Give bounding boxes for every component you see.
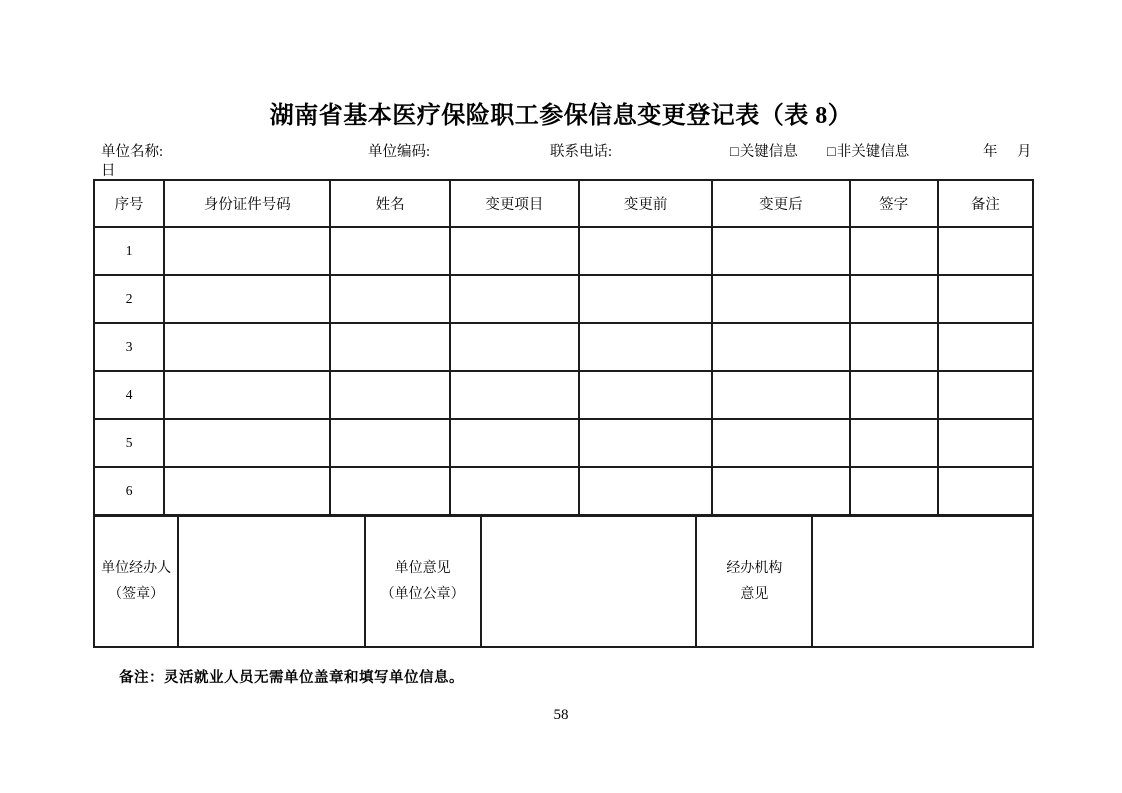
table-row	[94, 467, 1033, 515]
empty-cell	[579, 275, 712, 323]
header-change-item: 变更项目	[450, 180, 579, 227]
row-number-cell: 4	[94, 371, 164, 419]
unit-agent-label	[94, 516, 178, 647]
header-name: 姓名	[330, 180, 449, 227]
empty-cell	[164, 323, 330, 371]
empty-cell	[330, 227, 449, 275]
table-row	[94, 227, 1033, 275]
table-row	[94, 323, 1033, 371]
empty-cell	[938, 227, 1033, 275]
unit-agent-label-line2: （签章）	[108, 586, 165, 602]
empty-cell	[330, 323, 449, 371]
agency-opinion-area	[812, 516, 1033, 647]
empty-cell	[164, 419, 330, 467]
checkbox-unchecked-icon: □	[827, 144, 836, 160]
day-label: 日	[101, 163, 116, 179]
agency-opinion-label	[696, 516, 812, 647]
empty-cell	[579, 323, 712, 371]
empty-cell	[330, 467, 449, 515]
empty-cell	[712, 323, 849, 371]
empty-cell	[938, 323, 1033, 371]
empty-cell	[938, 371, 1033, 419]
non-key-info-label: 非关键信息	[836, 144, 910, 160]
key-info-label: 关键信息	[739, 144, 798, 160]
empty-cell	[850, 227, 938, 275]
unit-name-label: 单位名称:	[101, 144, 164, 160]
row-number-cell: 1	[94, 227, 164, 275]
empty-cell	[850, 323, 938, 371]
empty-cell	[164, 467, 330, 515]
empty-cell	[450, 227, 579, 275]
row-number-cell: 5	[94, 419, 164, 467]
empty-cell	[164, 371, 330, 419]
header-after-change: 变更后	[712, 180, 849, 227]
table-row	[94, 371, 1033, 419]
empty-cell	[164, 227, 330, 275]
empty-cell	[579, 227, 712, 275]
empty-cell	[330, 275, 449, 323]
month-label: 月	[1017, 144, 1032, 160]
header-before-change: 变更前	[579, 180, 712, 227]
unit-opinion-label-line1: 单位意见	[394, 561, 451, 577]
change-registration-table	[93, 179, 1034, 516]
empty-cell	[450, 275, 579, 323]
empty-cell	[850, 371, 938, 419]
phone-label: 联系电话:	[550, 144, 613, 160]
unit-agent-signature-area	[178, 516, 364, 647]
row-number-cell: 6	[94, 467, 164, 515]
header-signature: 签字	[850, 180, 938, 227]
unit-agent-label-line1: 单位经办人	[101, 561, 172, 577]
empty-cell	[850, 467, 938, 515]
empty-cell	[938, 419, 1033, 467]
row-number-cell: 2	[94, 275, 164, 323]
empty-cell	[450, 371, 579, 419]
page-title: 湖南省基本医疗保险职工参保信息变更登记表（表 8）	[269, 103, 853, 129]
empty-cell	[330, 419, 449, 467]
row-number-cell: 3	[94, 323, 164, 371]
empty-cell	[712, 419, 849, 467]
empty-cell	[330, 371, 449, 419]
empty-cell	[164, 275, 330, 323]
key-info-checkbox-option	[730, 140, 798, 161]
header-id-number: 身份证件号码	[164, 180, 330, 227]
signature-section	[93, 515, 1034, 648]
empty-cell	[450, 323, 579, 371]
year-label: 年	[983, 144, 998, 160]
non-key-info-checkbox-option	[827, 140, 909, 161]
unit-opinion-area	[481, 516, 696, 647]
empty-cell	[450, 419, 579, 467]
form-info-line	[0, 140, 1122, 160]
header-remarks: 备注	[938, 180, 1033, 227]
agency-opinion-label-line1: 经办机构	[726, 561, 783, 577]
empty-cell	[712, 467, 849, 515]
empty-cell	[850, 275, 938, 323]
unit-code-label: 单位编码:	[368, 144, 431, 160]
empty-cell	[712, 275, 849, 323]
empty-cell	[712, 227, 849, 275]
empty-cell	[450, 467, 579, 515]
table-row	[94, 275, 1033, 323]
empty-cell	[938, 467, 1033, 515]
empty-cell	[850, 419, 938, 467]
table-row	[94, 419, 1033, 467]
empty-cell	[579, 419, 712, 467]
footnote: 备注：灵活就业人员无需单位盖章和填写单位信息。	[119, 670, 464, 686]
header-serial-number: 序号	[94, 180, 164, 227]
unit-opinion-label	[365, 516, 481, 647]
page-number: 58	[553, 707, 569, 723]
empty-cell	[712, 371, 849, 419]
agency-opinion-label-line2: 意见	[740, 586, 769, 602]
empty-cell	[938, 275, 1033, 323]
signature-row	[94, 516, 1033, 647]
unit-opinion-label-line2: （单位公章）	[380, 586, 465, 602]
checkbox-unchecked-icon: □	[730, 144, 739, 160]
empty-cell	[579, 371, 712, 419]
table-header-row	[94, 180, 1033, 227]
empty-cell	[579, 467, 712, 515]
